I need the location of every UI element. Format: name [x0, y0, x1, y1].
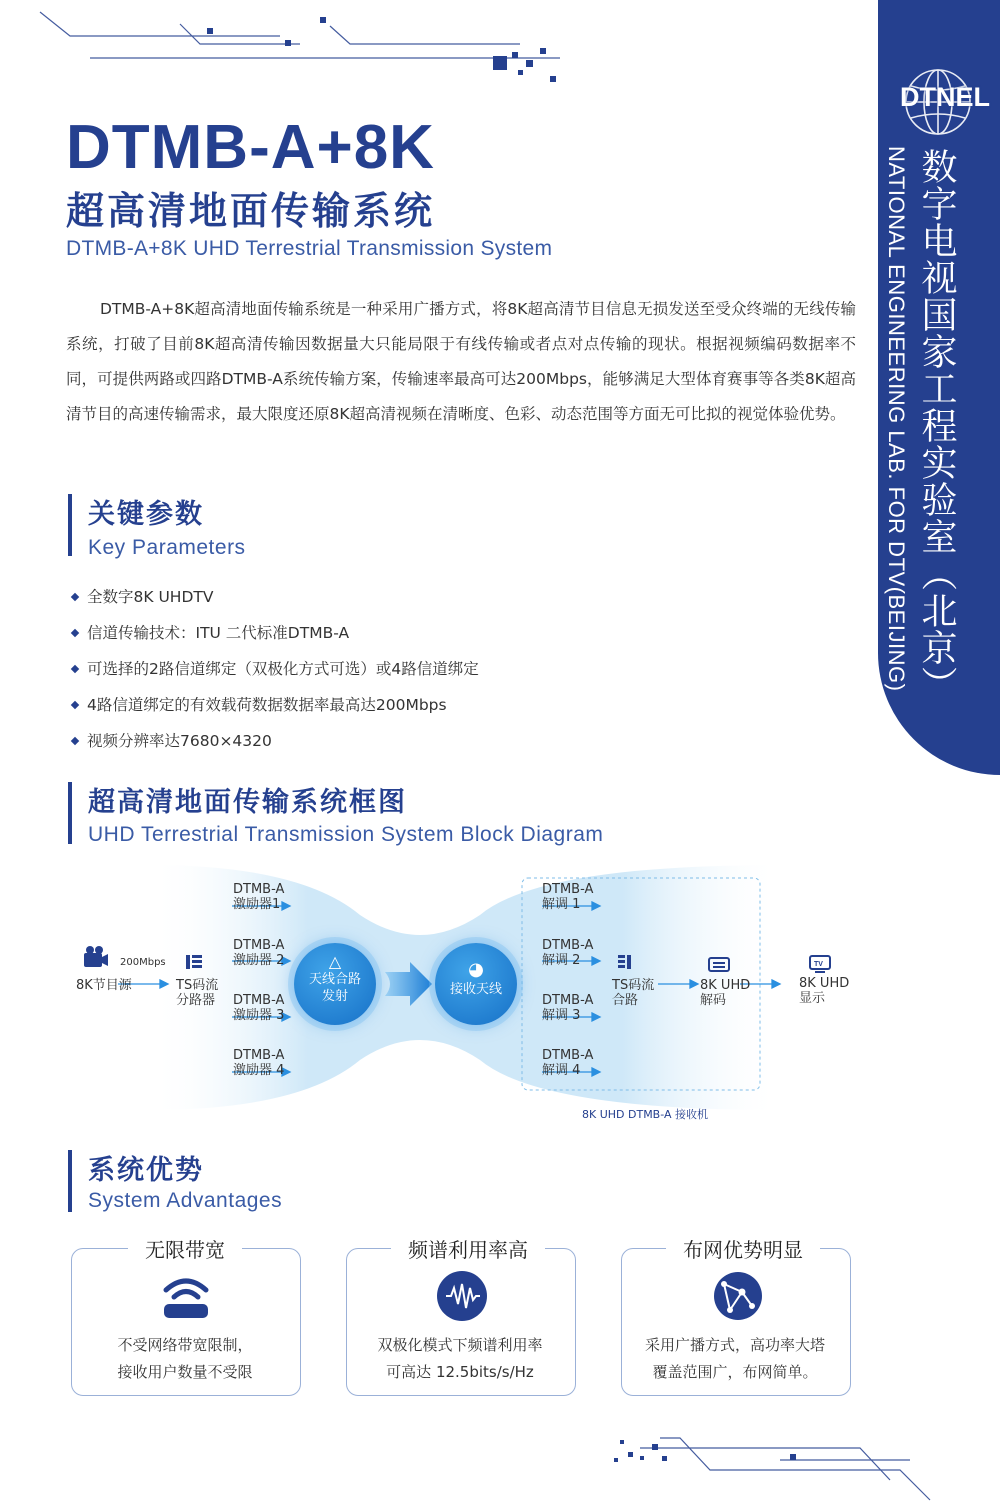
- advantage-title: 布网优势明显: [666, 1237, 820, 1263]
- splitter-label: TS码流 分路器: [176, 978, 219, 1008]
- page-title: DTMB-A+8K: [66, 113, 435, 182]
- exciter-4: DTMB-A 激励器 4: [233, 1048, 285, 1078]
- block-diagram-heading: 超高清地面传输系统框图: [88, 787, 407, 818]
- key-params-heading: 关键参数: [88, 499, 204, 530]
- advantage-title: 无限带宽: [128, 1237, 242, 1263]
- rx-antenna-circle: ◕ 接收天线: [435, 943, 517, 1025]
- wifi-router-icon: [160, 1270, 212, 1322]
- diamond-bullet-icon: [71, 701, 79, 709]
- demod-3: DTMB-A 解调 3: [542, 993, 594, 1023]
- demod-2: DTMB-A 解调 2: [542, 938, 594, 968]
- list-item: 4路信道绑定的有效载荷数据数据率最高达200Mbps: [70, 692, 479, 728]
- advantage-desc: 双极化模式下频谱利用率 可高达 12.5bits/s/Hz: [377, 1336, 543, 1381]
- intro-paragraph: DTMB-A+8K超高清地面传输系统是一种采用广播方式，将8K超高清节目信息无损发送至受众终端的无线传输系统，打破了目前8K超高清传输因数据量大只能局限于有线传输或者点对点传输的现状。根据视频编码数据率不同，可提供两路或四路DTMB-A系统传输方案，传输速率最高可达200Mbps，能够满足大型体育赛事等各类8K超高清节目的高速传输需求，最大限度还原8K超高清视频在清晰度、色彩、动态范围等方面无可比拟的视觉体验优势。: [66, 300, 856, 423]
- list-item: 视频分辨率达7680×4320: [70, 728, 479, 764]
- decoder-label: 8K UHD 解码: [700, 978, 751, 1008]
- receiver-label: 8K UHD DTMB-A 接收机: [582, 1108, 708, 1121]
- camera-icon: [84, 953, 102, 967]
- combiner-label: TS码流 合路: [612, 978, 655, 1008]
- rate-label: 200Mbps: [120, 957, 166, 968]
- waveform-icon: [436, 1270, 488, 1322]
- key-params-heading-en: Key Parameters: [88, 536, 246, 559]
- lab-name-en: NATIONAL ENGINEERING LAB. FOR DTV(BEIJING): [884, 146, 909, 692]
- advantage-desc: 不受网络带宽限制， 接收用户数量不受限: [117, 1336, 253, 1381]
- list-item: 全数字8K UHDTV: [70, 584, 479, 620]
- circuit-decoration-bottom: [600, 1430, 1000, 1503]
- list-item: 可选择的2路信道绑定（双极化方式可选）或4路信道绑定: [70, 656, 479, 692]
- page-subtitle-en: DTMB-A+8K UHD Terrestrial Transmission System: [66, 237, 553, 260]
- demod-1: DTMB-A 解调 1: [542, 882, 594, 912]
- lab-logo-text: DTNEL: [900, 82, 990, 112]
- network-globe-icon: [712, 1270, 764, 1322]
- section-bar: [68, 1150, 72, 1212]
- block-diagram-heading-en: UHD Terrestrial Transmission System Block Diagram: [88, 823, 604, 846]
- ts-combiner-icon: [618, 955, 631, 969]
- section-bar: [68, 782, 72, 844]
- advantage-desc: 采用广播方式，高功率大塔 覆盖范围广，布网简单。: [644, 1336, 825, 1381]
- display-label: 8K UHD 显示: [799, 976, 850, 1006]
- key-params-list: [70, 584, 479, 764]
- circuit-decoration-top: [0, 0, 600, 90]
- tv-icon-label: TV: [814, 961, 823, 968]
- lab-name-cn: 数字电视国家工程实验室（北京）: [916, 148, 957, 703]
- advantages-heading: 系统优势: [88, 1155, 204, 1186]
- exciter-3: DTMB-A 激励器 3: [233, 993, 285, 1023]
- source-label: 8K节目源: [76, 978, 132, 993]
- list-item: 信道传输技术：ITU 二代标准DTMB-A: [70, 620, 479, 656]
- ts-splitter-icon: [186, 955, 202, 969]
- diamond-bullet-icon: [71, 665, 79, 673]
- advantages-heading-en: System Advantages: [88, 1189, 283, 1212]
- antenna-icon: △: [328, 952, 342, 971]
- section-bar: [68, 494, 72, 556]
- exciter-2: DTMB-A 激励器 2: [233, 938, 285, 968]
- diamond-bullet-icon: [71, 629, 79, 637]
- diamond-bullet-icon: [71, 593, 79, 601]
- advantage-title: 频谱利用率高: [391, 1237, 545, 1263]
- satellite-dish-icon: ◕: [468, 959, 484, 980]
- demod-4: DTMB-A 解调 4: [542, 1048, 594, 1078]
- exciter-1: DTMB-A 激励器1: [233, 882, 285, 912]
- page-subtitle-cn: 超高清地面传输系统: [66, 189, 436, 233]
- lab-banner: [878, 0, 1000, 775]
- diamond-bullet-icon: [71, 737, 79, 745]
- tx-antenna-circle: △ 天线合路 发射: [294, 943, 376, 1025]
